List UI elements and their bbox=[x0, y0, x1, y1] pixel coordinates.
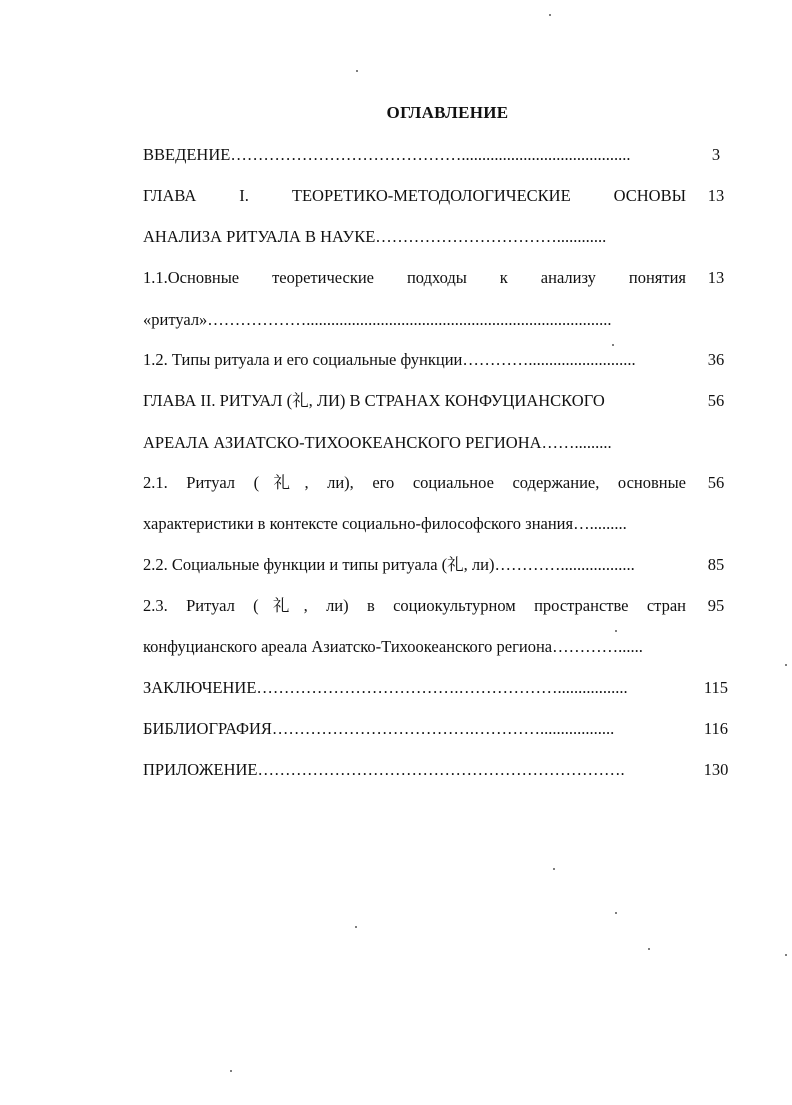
scan-speck bbox=[553, 868, 555, 870]
toc-page-number: 13 bbox=[707, 186, 725, 205]
toc-entry-introduction: ВВЕДЕНИЕ……………………………………......................................... bbox=[143, 145, 631, 164]
toc-page-number: 56 bbox=[707, 473, 725, 492]
scan-speck bbox=[785, 664, 787, 666]
toc-entry-section-2-3-line-1: 2.3. Ритуал (礼, ли) в социокультурном пространстве стран bbox=[143, 596, 686, 615]
toc-entry-chapter-2-line-2: АРЕАЛА АЗИАТСКО-ТИХООКЕАНСКОГО РЕГИОНА……......... bbox=[143, 433, 612, 452]
toc-page-number: 3 bbox=[711, 145, 721, 164]
toc-entry-section-1-2: 1.2. Типы ритуала и его социальные функции………….......................... bbox=[143, 350, 636, 369]
toc-entry-section-2-1-line-1: 2.1. Ритуал (礼, ли), его социальное содержание, основные bbox=[143, 473, 686, 492]
toc-entry-chapter-2-line-1: ГЛАВА II. РИТУАЛ (礼, ЛИ) В СТРАНАХ КОНФУЦИАНСКОГО bbox=[143, 391, 605, 410]
scan-speck bbox=[355, 926, 357, 928]
toc-entry-section-1-1-line-1: 1.1.Основные теоретические подходы к анализу понятия bbox=[143, 268, 686, 287]
scan-speck bbox=[612, 344, 614, 346]
toc-page-number: 115 bbox=[703, 678, 729, 697]
toc-page-number: 36 bbox=[707, 350, 725, 369]
toc-entry-appendix: ПРИЛОЖЕНИЕ…………………………………………………………. bbox=[143, 760, 625, 779]
page-title: ОГЛАВЛЕНИЕ bbox=[386, 103, 509, 122]
scan-speck bbox=[648, 948, 650, 950]
scan-speck bbox=[230, 1070, 232, 1072]
scan-speck bbox=[356, 70, 358, 72]
toc-entry-conclusion: ЗАКЛЮЧЕНИЕ……………………………….………………................. bbox=[143, 678, 628, 697]
toc-entry-bibliography: БИБЛИОГРАФИЯ……………………………….………….................. bbox=[143, 719, 615, 738]
scan-speck bbox=[549, 14, 551, 16]
toc-entry-section-2-1-line-2: характеристики в контексте социально-философского знания…......... bbox=[143, 514, 627, 533]
toc-entry-section-1-1-line-2: «ритуал»……………….......................................................................... bbox=[143, 310, 612, 329]
toc-entry-chapter-1-line-2: АНАЛИЗА РИТУАЛА В НАУКЕ……………………………............ bbox=[143, 227, 607, 246]
scan-speck bbox=[615, 912, 617, 914]
toc-entry-section-2-3-line-2: конфуцианского ареала Азиатско-Тихоокеанского региона…………...... bbox=[143, 637, 643, 656]
toc-page-number: 130 bbox=[703, 760, 729, 779]
toc-page-number: 95 bbox=[707, 596, 725, 615]
scan-speck bbox=[615, 630, 617, 632]
scan-speck bbox=[785, 954, 787, 956]
toc-entry-section-2-2: 2.2. Социальные функции и типы ритуала (礼, ли)………….................. bbox=[143, 555, 635, 574]
toc-page-number: 85 bbox=[707, 555, 725, 574]
toc-page-number: 13 bbox=[707, 268, 725, 287]
toc-page-number: 116 bbox=[703, 719, 729, 738]
toc-page-number: 56 bbox=[707, 391, 725, 410]
toc-entry-chapter-1-line-1: ГЛАВА I. ТЕОРЕТИКО-МЕТОДОЛОГИЧЕСКИЕ ОСНОВЫ bbox=[143, 186, 686, 205]
